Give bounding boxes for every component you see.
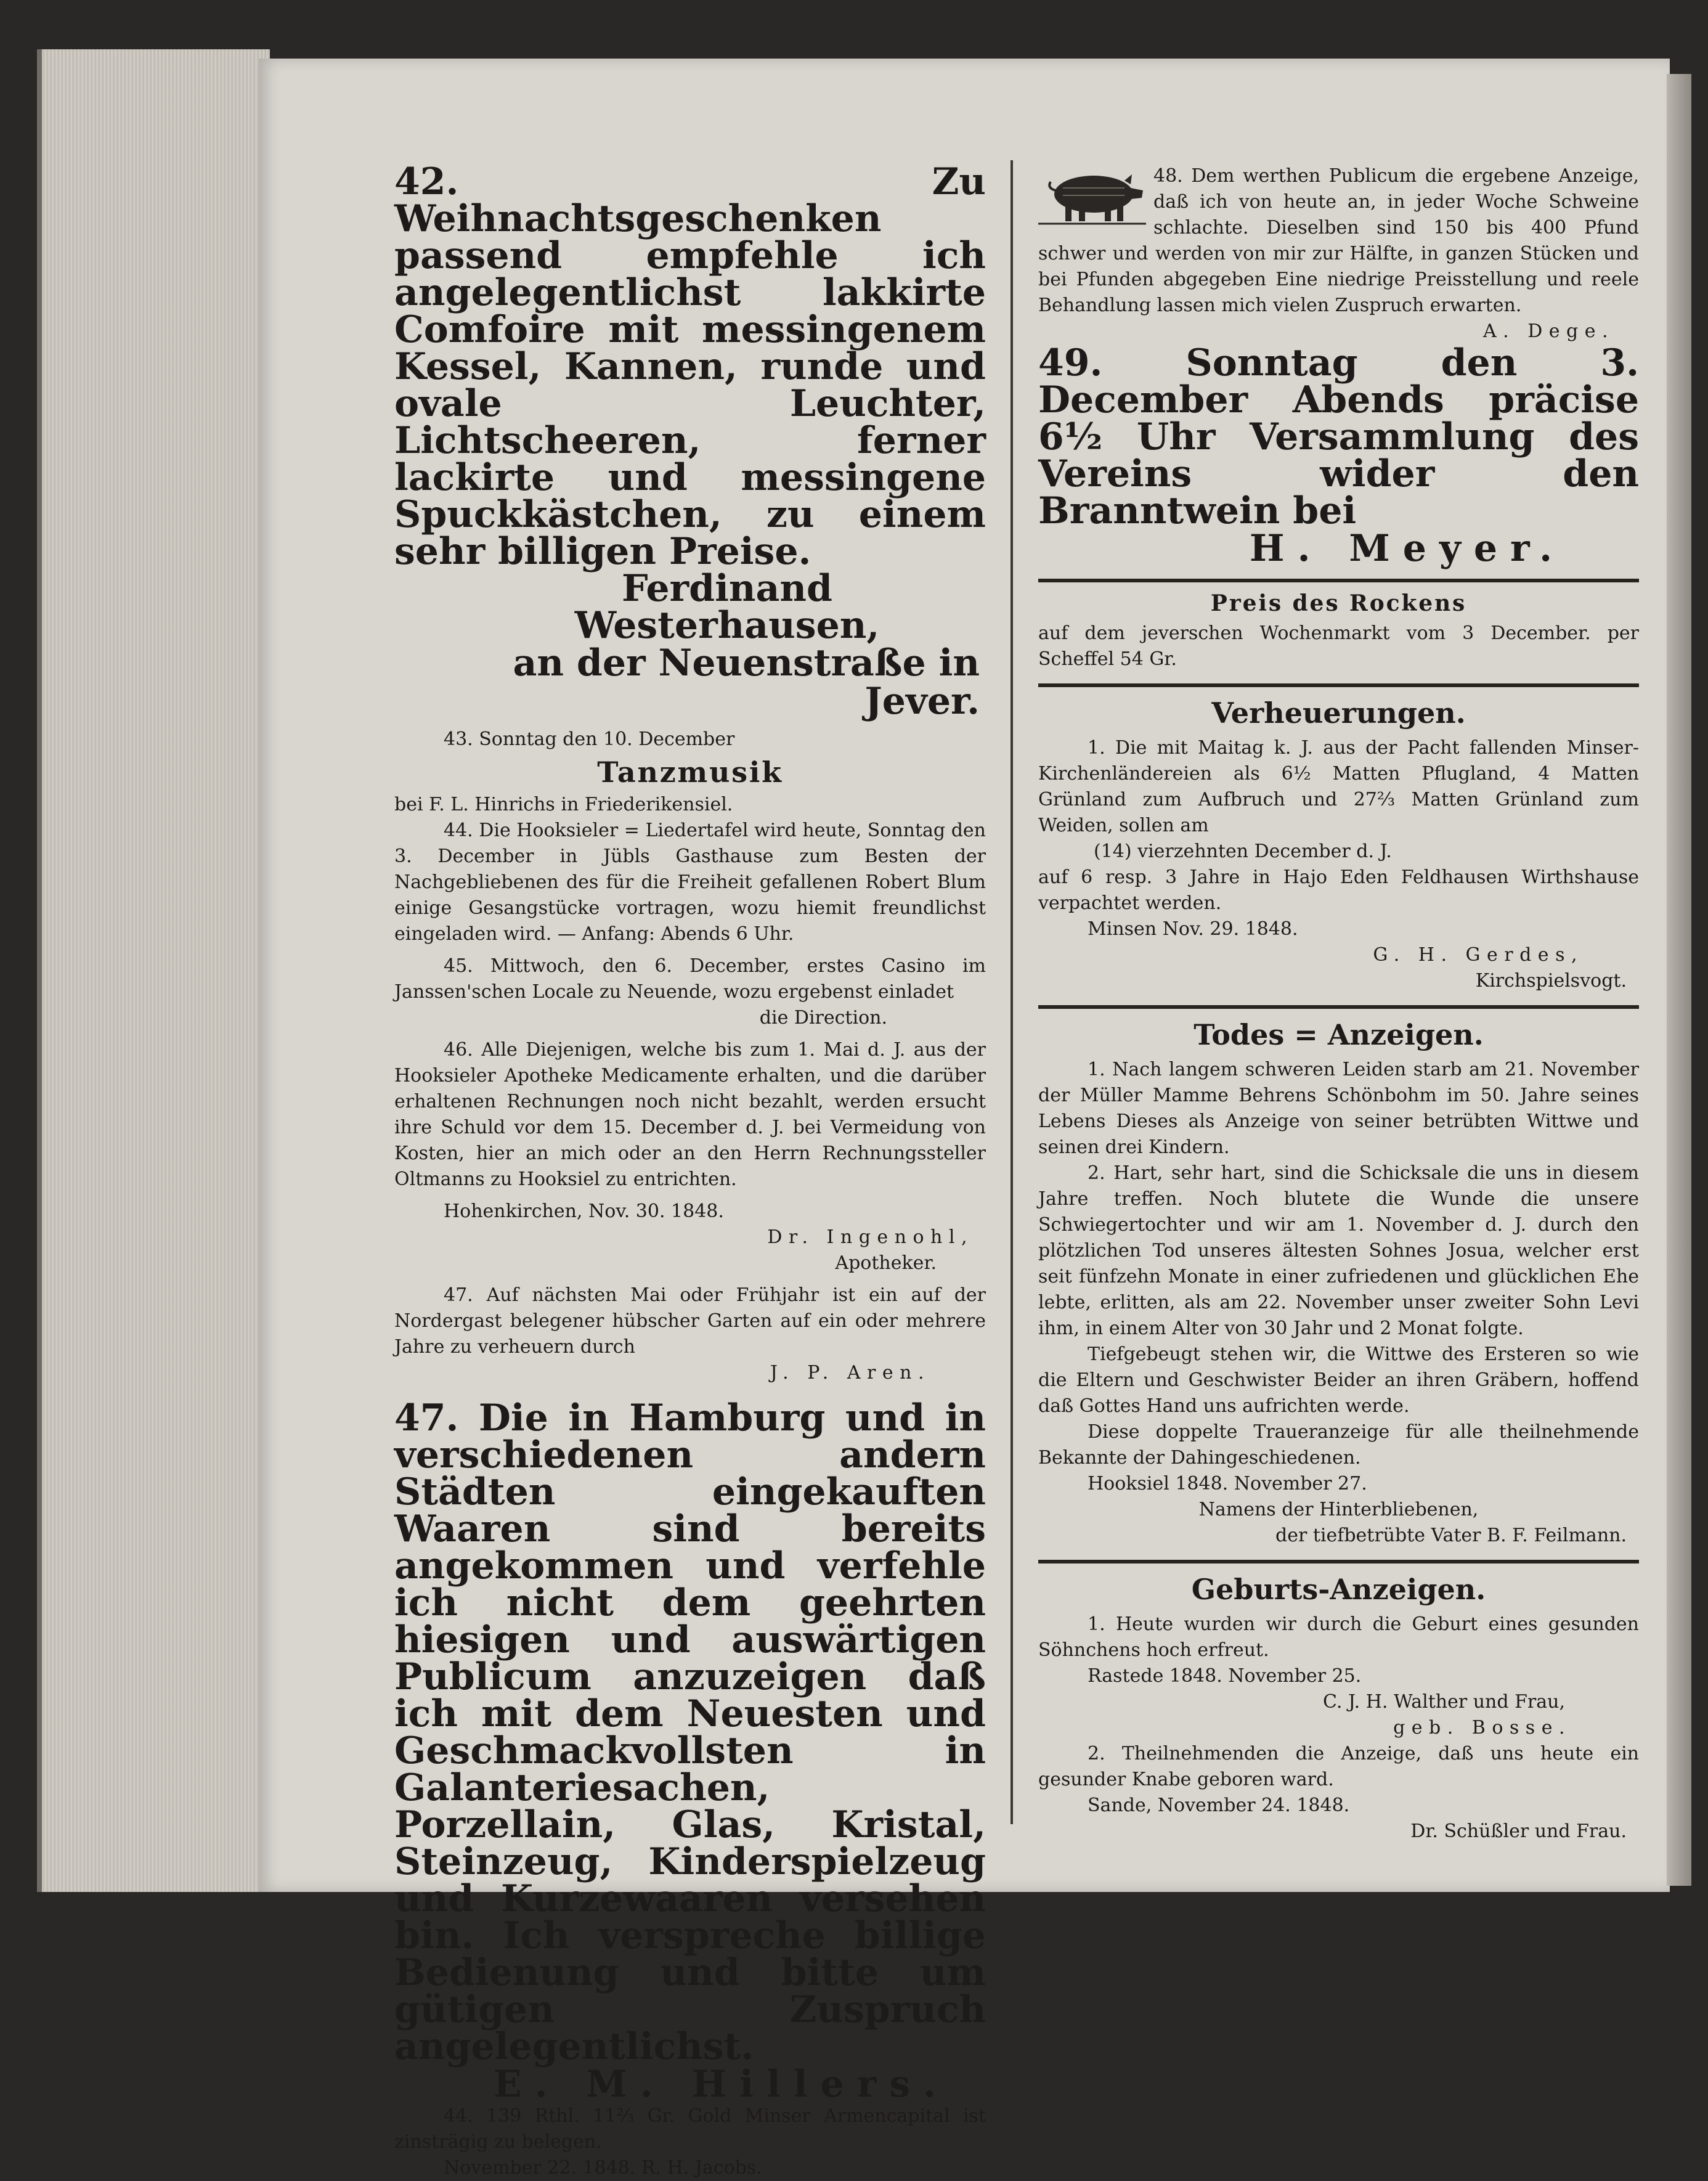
ad-42-signature-address: an der Neuenstraße in Jever. (513, 642, 980, 723)
ad-45-signature: die Direction. (759, 1007, 887, 1029)
death-notices-title: Todes = Anzeigen. (1194, 1018, 1484, 1051)
birth-notice-1-place: Rastede 1848. November 25. (1088, 1665, 1362, 1687)
ad-47-garden-signature: J. P. Aren. (770, 1362, 930, 1384)
ad-45: 45. Mittwoch, den 6. December, erstes Casino im Janssen'schen Locale zu Neuende, wozu ergebenst einladet (394, 955, 986, 1003)
page-curl-edge (1667, 74, 1691, 1886)
death-notice-2-continued: Tiefgebeugt stehen wir, die Wittwe des Ersteren so wie die Eltern und Geschwister Beider an ihren Gräbern, hoffend daß Gottes Hand uns aufrichten werde. (1038, 1343, 1639, 1417)
grain-price-text: auf dem jeverschen Wochenmarkt vom 3 December. per Scheffel 54 Gr. (1038, 622, 1639, 670)
ad-43-place: bei F. L. Hinrichs in Friederikensiel. (394, 794, 733, 815)
ad-46: 46. Alle Diejenigen, welche bis zum 1. Mai d. J. aus der Hooksieler Apotheke Medicamente erhalten, und die darüber erhaltenen Rechnungen noch nicht bezahlt, werden ersucht ihre Schuld vor dem 15. December d. J. bei Vermeidung von Kosten, hier an mich oder an den Herrn Rechnungssteller Oltmanns zu Hooksiel zu entrichten. (394, 1039, 986, 1190)
death-notice-place: Hooksiel 1848. November 27. (1088, 1473, 1367, 1494)
ad-42: 42. Zu Weihnachtsgeschenken passend empfehle ich angelegentlichst lakkirte Comfoire mit messingenem Kessel, Kannen, runde und ovale Leuchter, Lichtscheeren, ferner lackirte und messingene Spuckkästchen, zu einem sehr billigen Preise. (394, 160, 986, 573)
lease-1-signature: G. H. Gerdes, (1373, 944, 1584, 966)
birth-notice-1-signature: C. J. H. Walther und Frau, (1323, 1691, 1565, 1713)
book-page-edges (37, 49, 270, 1892)
section-divider (1038, 579, 1639, 582)
birth-notice-2-signature: Dr. Schüßler und Frau. (1410, 1820, 1627, 1842)
ad-44-capital-signature: November 22. 1848. R. H. Jacobs. (444, 2157, 762, 2179)
birth-notice-1: 1. Heute wurden wir durch die Geburt eines gesunden Söhnchens hoch erfreut. (1038, 1613, 1639, 1661)
right-column (1038, 163, 1639, 1845)
ad-48-signature: A. Dege. (1482, 320, 1614, 342)
section-divider (1038, 1560, 1639, 1563)
ad-47-garden: 47. Auf nächsten Mai oder Frühjahr ist ein auf der Nordergast belegener hübscher Garten auf ein oder mehrere Jahre zu verheuern durch (394, 1284, 986, 1358)
birth-notice-2-place: Sande, November 24. 1848. (1088, 1795, 1350, 1816)
ad-47-goods-signature: E. M. Hillers. (493, 2063, 949, 2106)
ad-43-date: 43. Sonntag den 10. December (444, 728, 735, 750)
ad-43-title: Tanzmusik (597, 756, 783, 789)
birth-notices-title: Geburts-Anzeigen. (1191, 1573, 1486, 1606)
grain-price-title: Preis des Rockens (1210, 590, 1467, 616)
death-notice-signature-line: Namens der Hinterbliebenen, (1198, 1499, 1479, 1520)
section-divider (1038, 683, 1639, 687)
pig-icon (1038, 163, 1146, 227)
ad-44: 44. Die Hooksieler = Liedertafel wird heute, Sonntag den 3. December in Jübls Gasthause zum Besten der Nachgebliebenen des für die Freiheit gefallenen Robert Blum einige Gesangstücke vortragen, wozu hiemit freundlichst eingeladen wird. — Anfang: Abends 6 Uhr. (394, 820, 986, 945)
lease-1-date: (14) vierzehnten December d. J. (1094, 841, 1392, 862)
ad-48: 48. Dem werthen Publicum die ergebene Anzeige, daß ich von heute an, in jeder Woche Schweine schlachte. Dieselben sind 150 bis 400 Pfund schwer und werden von mir zur Hälfte, in ganzen Stücken und bei Pfunden abgegeben Eine niedrige Preisstellung und reele Behandlung lassen mich vielen Zuspruch erwarten. (1038, 165, 1639, 316)
ad-49-signature: H. Meyer. (1249, 527, 1565, 570)
ad-47-goods: 47. Die in Hamburg und in verschiedenen andern Städten eingekauften Waaren sind bereits angekommen und verfehle ich nicht dem geehrten hiesigen und auswärtigen Publicum anzuzeigen daß ich mit dem Neuesten und Geschmackvollsten in Galanteriesachen, Porzellain, Glas, Kristal, Steinzeug, Kinderspielzeug und Kurzewaaren versehen bin. Ich verspreche billige Bedienung und bitte um gütigen Zuspruch angelegentlichst. (394, 1396, 986, 2068)
death-notice-1: 1. Nach langem schweren Leiden starb am 21. November der Müller Mamme Behrens Schönbohm im 50. Jahre seines Lebens Dieses als Anzeige von seiner betrübten Wittwe und seinen drei Kindern. (1038, 1059, 1639, 1158)
ad-46-signature: Dr. Ingenohl, (767, 1226, 974, 1248)
column-divider (1011, 160, 1013, 1824)
lease-1-place: Minsen Nov. 29. 1848. (1088, 918, 1298, 940)
ad-46-place: Hohenkirchen, Nov. 30. 1848. (444, 1201, 724, 1222)
leases-title: Verheuerungen. (1211, 696, 1466, 730)
lease-1-text: 1. Die mit Maitag k. J. aus der Pacht fallenden Minser-Kirchenländereien als 6½ Matten Pflugland, 4 Matten Grünland zum Aufbruch und 27⅔ Matten Grünland zum Weiden, sollen am (1038, 737, 1639, 836)
birth-notice-2: 2. Theilnehmenden die Anzeige, daß uns heute ein gesunder Knabe geboren ward. (1038, 1743, 1639, 1790)
death-notice-signature: der tiefbetrübte Vater B. F. Feilmann. (1275, 1525, 1627, 1546)
ad-49: 49. Sonntag den 3. December Abends präcise 6½ Uhr Versammlung des Vereins wider den Branntwein bei (1038, 341, 1639, 532)
lease-1-title: Kirchspielsvogt. (1475, 970, 1627, 992)
ad-46-title: Apotheker. (835, 1252, 937, 1274)
death-notice-2-closing: Diese doppelte Traueranzeige für alle theilnehmende Bekannte der Dahingeschiedenen. (1038, 1421, 1639, 1469)
left-column (394, 160, 986, 2181)
ad-44-capital: 44. 139 Rthl. 11⅔ Gr. Gold Minser Armencapital ist zinsträgig zu belegen. (394, 2105, 986, 2153)
death-notice-2: 2. Hart, sehr hart, sind die Schicksale die uns in diesem Jahre treffen. Noch blutete die Wunde die unsere Schwiegertochter und wir am 1. November d. J. durch den plötzlichen Tod unseres ältesten Sohnes Josua, welcher erst seit fünfzehn Monate in einer zufriedenen und glücklichen Ehe lebte, erlitten, als am 22. November unser zweiter Sohn Levi ihm, in einem Alter von 30 Jahr und 2 Monat folgte. (1038, 1162, 1639, 1339)
pig-woodcut-image (1038, 163, 1146, 227)
section-divider (1038, 1005, 1639, 1009)
lease-1-terms: auf 6 resp. 3 Jahre in Hajo Eden Feldhausen Wirthshause verpachtet werden. (1038, 866, 1639, 914)
ad-42-signature-name: Ferdinand Westerhausen, (574, 567, 880, 647)
birth-notice-1-maiden-name: geb. Bosse. (1393, 1717, 1571, 1739)
